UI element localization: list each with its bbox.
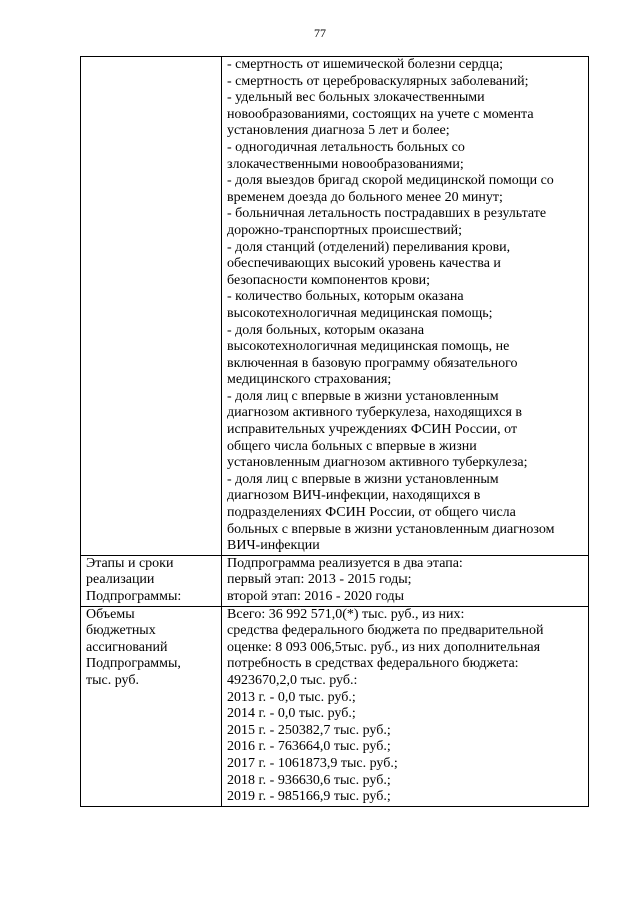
budget-value-line: 2014 г. - 0,0 тыс. руб.; bbox=[227, 706, 356, 722]
indicator-line: новообразованиями, состоящих на учете с момента bbox=[227, 106, 534, 122]
indicator-line: - больничная летальность пострадавших в результате bbox=[227, 206, 547, 222]
row-label-cell bbox=[81, 555, 222, 606]
budget-value-line: 2016 г. - 763664,0 тыс. руб.; bbox=[227, 739, 391, 755]
row-label-cell bbox=[81, 57, 222, 556]
indicator-line: медицинского страхования; bbox=[227, 372, 392, 388]
budget-value-line: 2019 г. - 985166,9 тыс. руб.; bbox=[227, 789, 391, 805]
row-label-cell bbox=[81, 606, 222, 806]
indicator-line: высокотехнологичная медицинская помощь; bbox=[227, 305, 493, 321]
budget-value-line: 2018 г. - 936630,6 тыс. руб.; bbox=[227, 772, 391, 788]
indicator-line: дорожно-транспортных происшествий; bbox=[227, 222, 462, 238]
budget-value-line: 2013 г. - 0,0 тыс. руб.; bbox=[227, 689, 356, 705]
indicator-line: - доля лиц с впервые в жизни установленным bbox=[227, 388, 499, 404]
table-row-stages bbox=[81, 555, 589, 606]
indicator-line: - доля больных, которым оказана bbox=[227, 322, 425, 338]
budget-label-line: тыс. руб. bbox=[86, 672, 139, 688]
indicator-line: временем доезда до больного менее 20 минут; bbox=[227, 189, 503, 205]
indicator-line: - одногодичная летальность больных со bbox=[227, 139, 465, 155]
budget-label-line: ассигнований bbox=[86, 639, 168, 655]
indicator-line: - доля станций (отделений) переливания крови, bbox=[227, 239, 511, 255]
budget-label-line: Подпрограммы, bbox=[86, 656, 181, 672]
stages-label-line: Подпрограммы: bbox=[86, 589, 182, 604]
budget-value-line: 2015 г. - 250382,7 тыс. руб.; bbox=[227, 722, 391, 738]
indicator-line: ВИЧ-инфекции bbox=[227, 538, 320, 554]
indicator-line: установления диагноза 5 лет и более; bbox=[227, 123, 450, 139]
indicator-line: подразделениях ФСИН России, от общего числа bbox=[227, 505, 516, 521]
budget-label-line: Объемы bbox=[86, 606, 135, 622]
indicator-line: - удельный вес больных злокачественными bbox=[227, 90, 485, 106]
indicator-line: больных с впервые в жизни установленным диагнозом bbox=[227, 521, 555, 537]
indicator-line: включенная в базовую программу обязательного bbox=[227, 355, 518, 371]
indicator-line: злокачественными новообразованиями; bbox=[227, 156, 464, 172]
page-number: 77 bbox=[314, 26, 326, 40]
indicator-line: - смертность от цереброваскулярных заболеваний; bbox=[227, 73, 529, 89]
indicator-line: - доля выездов бригад скорой медицинской помощи со bbox=[227, 173, 554, 189]
stages-label-line: Этапы и сроки bbox=[86, 555, 174, 571]
indicator-line: обеспечивающих высокий уровень качества и bbox=[227, 256, 501, 272]
budget-value-line: потребность в средствах федерального бюджета: bbox=[227, 656, 519, 672]
indicator-line: - количество больных, которым оказана bbox=[227, 289, 464, 305]
table-row-budget bbox=[81, 606, 589, 806]
stages-label-line: реализации bbox=[86, 572, 155, 588]
row-value-cell bbox=[222, 555, 589, 606]
budget-value-line: 4923670,2,0 тыс. руб.: bbox=[227, 672, 358, 688]
indicator-line: диагнозом ВИЧ-инфекции, находящихся в bbox=[227, 488, 481, 504]
budget-label-line: бюджетных bbox=[86, 623, 156, 639]
indicator-line: - доля лиц с впервые в жизни установленным bbox=[227, 471, 499, 487]
passport-table bbox=[80, 56, 589, 807]
indicator-line: общего числа больных с впервые в жизни bbox=[227, 438, 477, 454]
stages-value-line: Подпрограмма реализуется в два этапа: bbox=[227, 555, 463, 571]
indicator-line: установленным диагнозом активного туберкулеза; bbox=[227, 455, 528, 471]
budget-value-line: 2017 г. - 1061873,9 тыс. руб.; bbox=[227, 755, 398, 771]
budget-value-line: Всего: 36 992 571,0(*) тыс. руб., из них: bbox=[227, 606, 465, 622]
indicator-line: - смертность от ишемической болезни сердца; bbox=[227, 57, 504, 72]
row-value-cell bbox=[222, 606, 589, 806]
indicator-line: высокотехнологичная медицинская помощь, не bbox=[227, 339, 510, 355]
indicator-line: безопасности компонентов крови; bbox=[227, 272, 431, 288]
stages-value-line: второй этап: 2016 - 2020 годы bbox=[227, 589, 405, 604]
budget-value-line: оценке: 8 093 006,5тыс. руб., из них дополнительная bbox=[227, 639, 541, 655]
indicator-line: исправительных учреждениях ФСИН России, от bbox=[227, 422, 518, 438]
stages-value-line: первый этап: 2013 - 2015 годы; bbox=[227, 572, 412, 588]
row-value-cell bbox=[222, 57, 589, 556]
budget-value-line: средства федерального бюджета по предварительной bbox=[227, 623, 544, 639]
table-row-indicators bbox=[81, 57, 589, 556]
indicator-line: диагнозом активного туберкулеза, находящихся в bbox=[227, 405, 523, 421]
